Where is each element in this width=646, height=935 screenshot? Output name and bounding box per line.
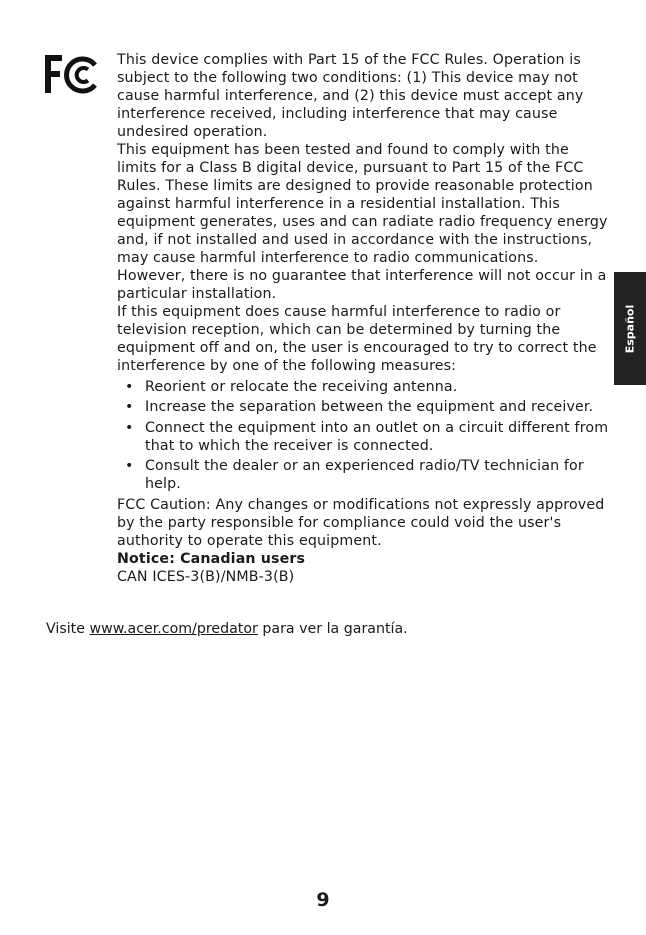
measures-list xyxy=(117,378,609,494)
list-item: • Connect the equipment into an outlet on a circuit different from that to which the receiver is connected. xyxy=(125,419,609,454)
list-item: • Consult the dealer or an experienced radio/TV technician for help. xyxy=(125,458,584,492)
list-item: • Increase the separation between the equipment and receiver. xyxy=(125,399,594,415)
side-tab-label: Español xyxy=(623,304,637,353)
fcc-caution: FCC Caution: Any changes or modifications not expressly approved by the party responsible for compliance could void the user's authority to operate this equipment. xyxy=(117,496,605,549)
language-side-tab xyxy=(614,272,646,385)
bullet-icon: • xyxy=(125,399,134,415)
bullet-icon: • xyxy=(125,378,134,395)
notice-text: CAN ICES-3(B)/NMB-3(B) xyxy=(117,568,295,585)
bullet-icon: • xyxy=(125,419,134,436)
fcc-paragraph-class-b: This equipment has been tested and found to comply with the limits for a Class B digital device, pursuant to Part 15 of the FCC Rules. These limits are designed to provide reasonable protection against harmful interference in a residential installation. This equipment generates, uses and can radiate radio frequency energy and, if not installed and used in accordance with the instructions, may cause harmful interference to radio communications. xyxy=(117,142,608,266)
fcc-paragraph-measures-intro: If this equipment does cause harmful interference to radio or television reception, which can be determined by turning the equipment off and on, the user is encouraged to try to correct the interference by one of the following measures: xyxy=(117,304,597,374)
warranty-line: Visite www.acer.com/predator para ver la garantía. xyxy=(46,621,408,637)
page-number: 9 xyxy=(316,889,330,911)
fcc-paragraph-conditions: This device complies with Part 15 of the FCC Rules. Operation is subject to the following two conditions: (1) This device may not cause harmful interference, and (2) this device must accept any interference received, including interference that may cause undesired operation. xyxy=(117,52,584,140)
warranty-link[interactable]: www.acer.com/predator xyxy=(89,621,258,637)
notice-heading: Notice: Canadian users xyxy=(117,550,306,567)
fcc-paragraph-no-guarantee: However, there is no guarantee that interference will not occur in a particular installation. xyxy=(117,268,607,302)
bullet-icon: • xyxy=(125,458,134,474)
fcc-statement xyxy=(117,51,609,586)
fcc-logo xyxy=(43,53,97,95)
list-item: • Reorient or relocate the receiving antenna. xyxy=(125,378,458,395)
